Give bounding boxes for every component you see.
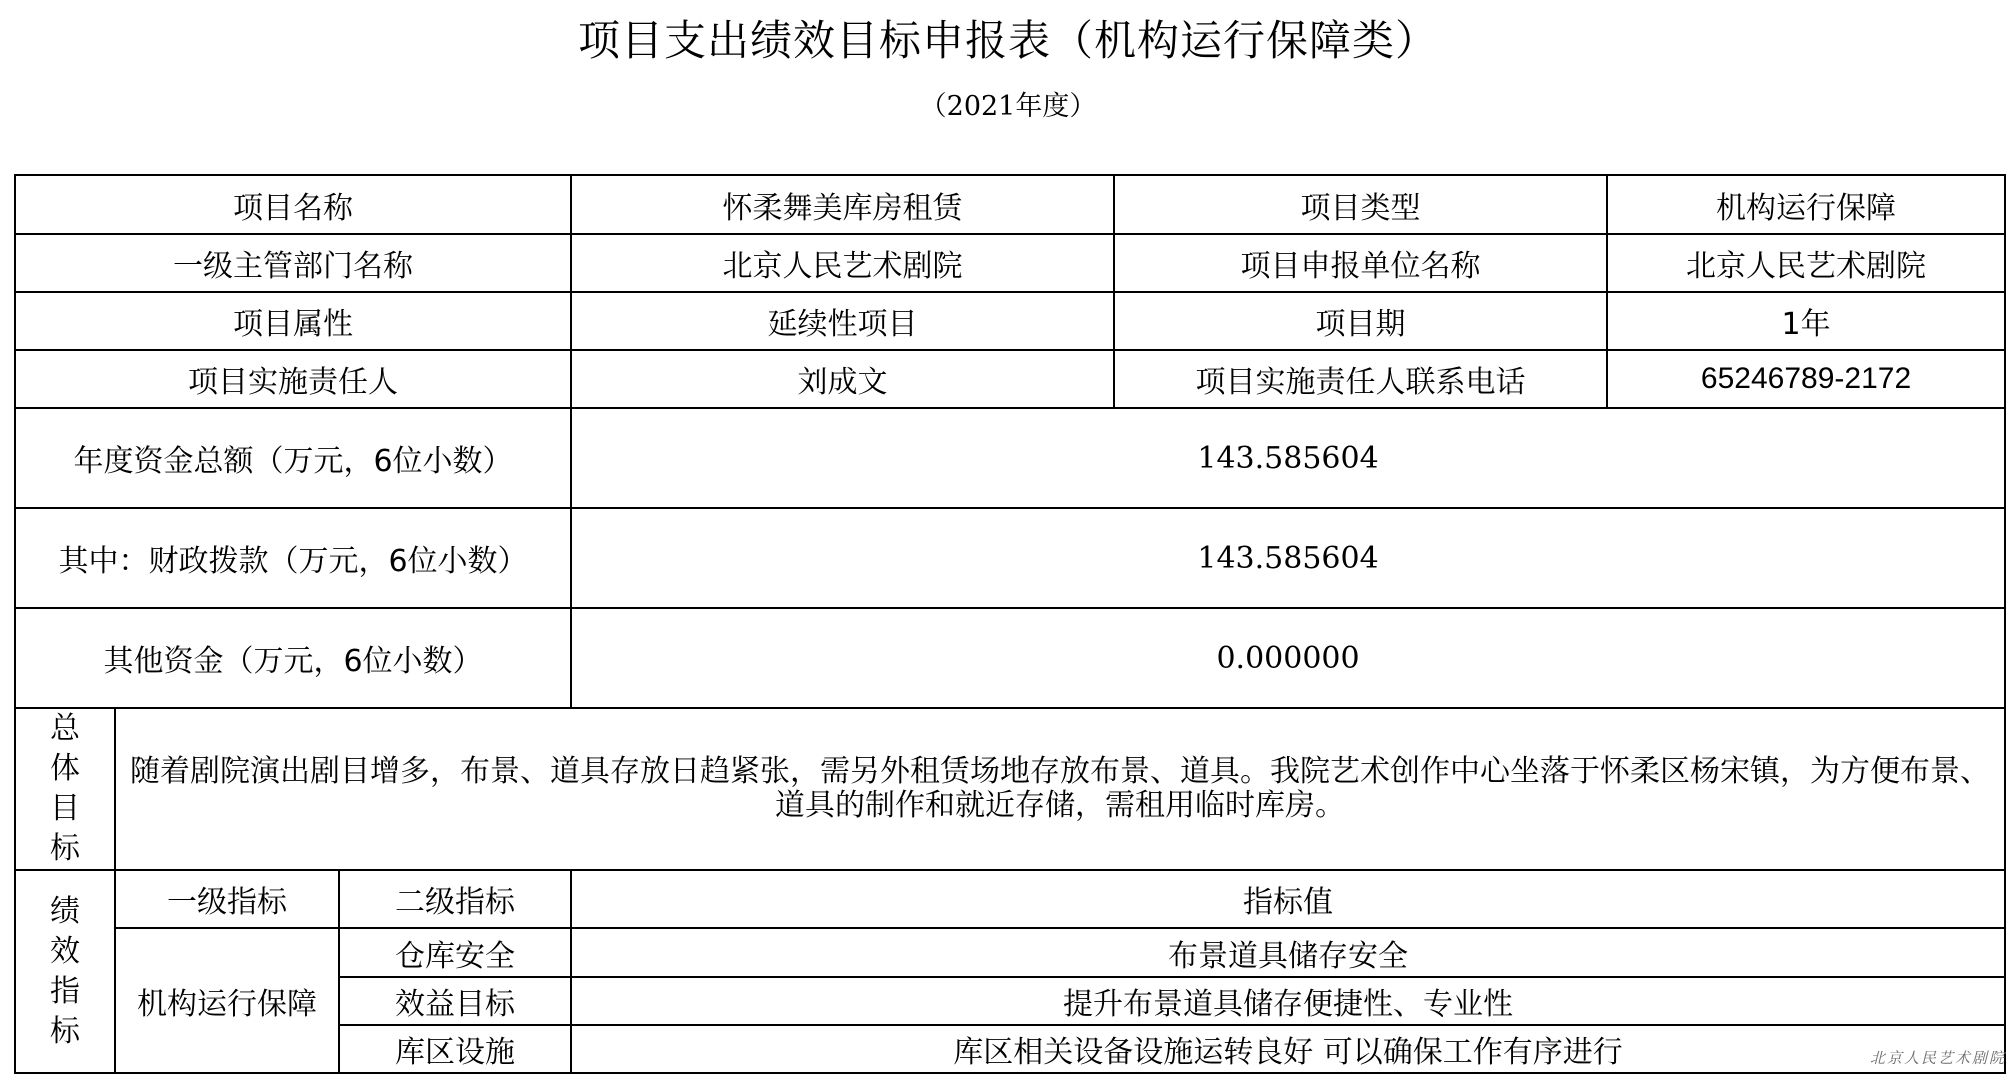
- label-char: 绩: [50, 893, 80, 929]
- performance-goal-form: [14, 174, 2006, 1074]
- table-row: [15, 350, 2005, 408]
- label-char: 效: [50, 933, 80, 969]
- indicator-value: 提升布景道具储存便捷性、专业性: [571, 977, 2005, 1025]
- attr-value: 延续性项目: [571, 292, 1114, 350]
- indicator-value: 布景道具储存安全: [571, 928, 2005, 977]
- project-name-value: 怀柔舞美库房租赁: [571, 175, 1114, 234]
- project-name-label: 项目名称: [15, 175, 571, 234]
- unit-label: 项目申报单位名称: [1114, 234, 1607, 292]
- total-funds-label: 年度资金总额（万元，6位小数）: [15, 408, 571, 508]
- table-row: [15, 175, 2005, 234]
- fiscal-funds-label: 其中：财政拨款（万元，6位小数）: [15, 508, 571, 608]
- level1-value: 机构运行保障: [115, 928, 339, 1073]
- level1-header: 一级指标: [115, 870, 339, 928]
- level2-value: 效益目标: [339, 977, 571, 1025]
- page-title: 项目支出绩效目标申报表（机构运行保障类）: [577, 16, 1438, 65]
- year-subtitle: （2021年度）: [919, 91, 1097, 122]
- period-value: 1年: [1607, 292, 2005, 350]
- total-funds-value: 143.585604: [571, 408, 2005, 508]
- table-row: [15, 292, 2005, 350]
- unit-value: 北京人民艺术剧院: [1607, 234, 2005, 292]
- other-funds-label: 其他资金（万元，6位小数）: [15, 608, 571, 708]
- dept-value: 北京人民艺术剧院: [571, 234, 1114, 292]
- attr-label: 项目属性: [15, 292, 571, 350]
- table-row: [15, 928, 2005, 977]
- label-char: 标: [50, 1013, 80, 1049]
- label-char: 指: [50, 973, 80, 1009]
- table-row: [15, 608, 2005, 708]
- table-row: [15, 708, 2005, 870]
- label-char: 总: [50, 711, 80, 746]
- value-header: 指标值: [571, 870, 2005, 928]
- level2-value: 仓库安全: [339, 928, 571, 977]
- dept-label: 一级主管部门名称: [15, 234, 571, 292]
- label-char: 体: [50, 751, 80, 786]
- period-label: 项目期: [1114, 292, 1607, 350]
- table-row: [15, 870, 2005, 928]
- project-type-value: 机构运行保障: [1607, 175, 2005, 234]
- level2-value: 库区设施: [339, 1025, 571, 1073]
- person-value: 刘成文: [571, 350, 1114, 408]
- table-row: [15, 508, 2005, 608]
- person-label: 项目实施责任人: [15, 350, 571, 408]
- fiscal-funds-value: 143.585604: [571, 508, 2005, 608]
- overall-goal-text: 随着剧院演出剧目增多，布景、道具存放日趋紧张，需另外租赁场地存放布景、道具。我院艺术创作中心坐落于怀柔区杨宋镇，为方便布景、道具的制作和就近存储，需租用临时库房。: [115, 708, 2005, 870]
- indicator-value: 库区相关设备设施运转良好 可以确保工作有序进行: [571, 1025, 2005, 1073]
- phone-value: 65246789-2172: [1607, 350, 2005, 408]
- indicators-label: [15, 870, 115, 1073]
- other-funds-value: 0.000000: [571, 608, 2005, 708]
- phone-label: 项目实施责任人联系电话: [1114, 350, 1607, 408]
- project-type-label: 项目类型: [1114, 175, 1607, 234]
- level2-header: 二级指标: [339, 870, 571, 928]
- table-row: [15, 408, 2005, 508]
- overall-goal-label: [15, 708, 115, 870]
- table-row: [15, 234, 2005, 292]
- label-char: 目: [50, 791, 80, 826]
- watermark-logo: 北京人民艺术剧院: [1869, 1049, 2006, 1067]
- label-char: 标: [50, 831, 80, 866]
